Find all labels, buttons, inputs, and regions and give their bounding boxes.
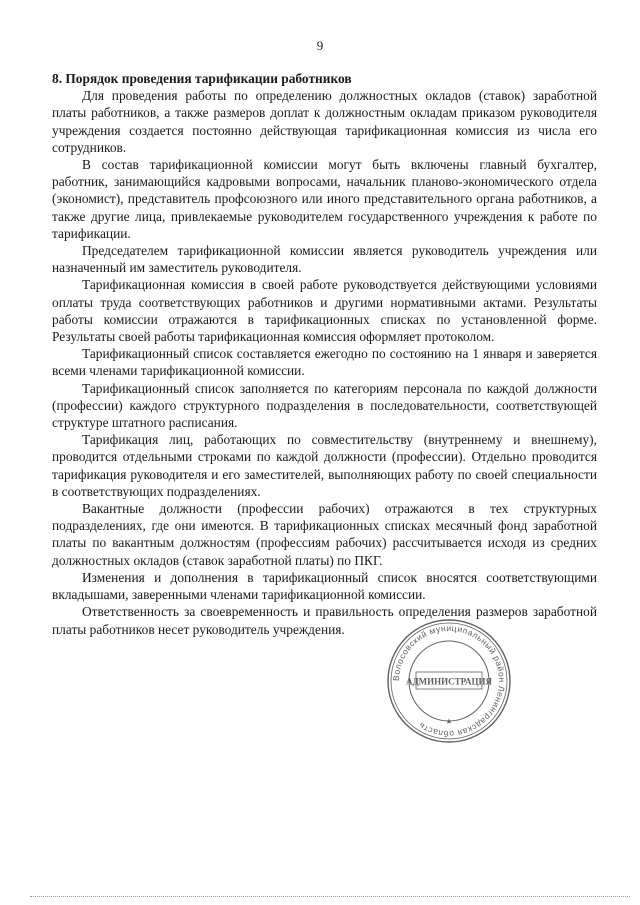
stamp-ring-text: Волосовский муниципальный район Ленинградская область [390, 622, 508, 740]
paragraph-7: Тарификация лиц, работающих по совместительству (внутреннему и внешнему), проводится отдельными строками по каждой должности (профессии). Отдельно проводится тарификация руководителя и его заместителей, выполняющих работу по своей специальности в соответствующих подразделениях. [52, 432, 597, 499]
paragraph-4: Тарификационная комиссия в своей работе руководствуется действующими условиями оплаты труда соответствующих работников и другими нормативными актами. Результаты работы комиссии отражаются в тарификационных списках по установленной форме. Результаты своей работы тарификационная комиссия оформляет протоколом. [52, 277, 597, 345]
paragraph-3: Председателем тарификационной комиссии является руководитель учреждения или назначенный им заместитель руководителя. [52, 243, 597, 276]
bottom-scan-edge [30, 896, 630, 897]
official-seal-stamp [384, 616, 514, 746]
paragraph-8: Вакантные должности (профессии рабочих) отражаются в тех структурных подразделениях, где они имеются. В тарификационных списках месячный фонд заработной платы по вакантным должностям (профессиям рабочих) рассчитывается исходя из средних должностных окладов (ставок заработной платы) по ПКГ. [52, 501, 597, 568]
paragraph-2: В состав тарификационной комиссии могут быть включены главный бухгалтер, работник, занимающийся кадровыми вопросами, начальник планово-экономического отдела (экономист), представитель профсоюзного или иного представительного органа работников, а также другие лица, привлекаемые руководителем государственного учреждения к работе по тарификации. [52, 157, 597, 241]
paragraph-10: Ответственность за своевременность и правильность определения размеров заработной платы работников несет руководитель учреждения. [52, 604, 597, 637]
paragraph-9: Изменения и дополнения в тарификационный список вносятся соответствующими вкладышами, заверенными членами тарификационной комиссии. [52, 569, 597, 603]
section-heading: 8. Порядок проведения тарификации работников [52, 71, 352, 86]
page-number: 9 [316, 38, 324, 53]
paragraph-1: Для проведения работы по определению должностных окладов (ставок) заработной платы работников, а также размеров доплат к должностным окладам приказом руководителя учреждения создается постоянно действующая тарификационная комиссия из числа его сотрудников. [52, 88, 597, 155]
document-body [52, 70, 597, 638]
stamp-center-text: АДМИНИСТРАЦИЯ [405, 676, 493, 687]
paragraph-6: Тарификационный список заполняется по категориям персонала по каждой должности (профессии) каждого структурного подразделения в последовательности, соответствующей структуре штатного расписания. [52, 380, 597, 431]
paragraph-5: Тарификационный список составляется ежегодно по состоянию на 1 января и заверяется всеми членами тарификационной комиссии. [52, 346, 597, 379]
svg-text:★: ★ [445, 717, 453, 726]
